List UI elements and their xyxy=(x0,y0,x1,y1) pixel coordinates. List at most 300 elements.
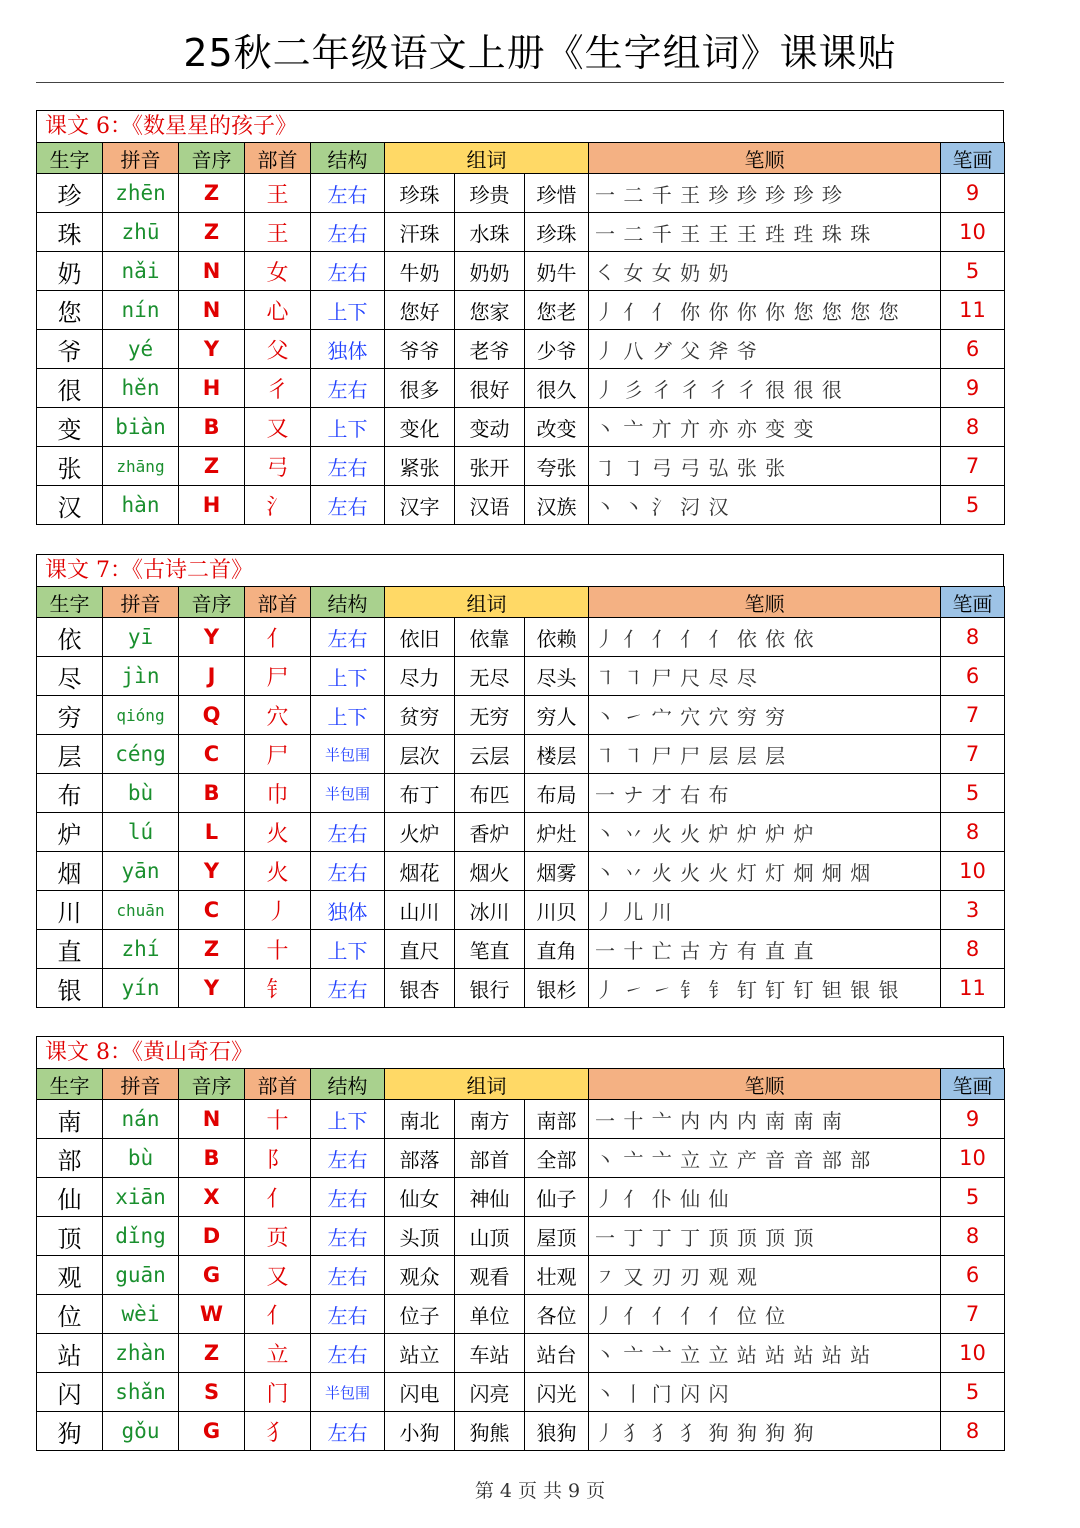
header-strokes: 笔顺 xyxy=(589,587,941,618)
initial-order-cell: C xyxy=(179,891,245,930)
word-cell: 全部 xyxy=(525,1139,589,1178)
word-cell: 车站 xyxy=(455,1334,525,1373)
lesson-heading: 课文 7：《古诗二首》 xyxy=(36,554,1004,586)
word-cell: 烟花 xyxy=(385,852,455,891)
pinyin-cell: gǒu xyxy=(103,1412,179,1451)
word-cell: 狗熊 xyxy=(455,1412,525,1451)
header-words: 组词 xyxy=(385,1069,589,1100)
stroke-count-cell: 8 xyxy=(941,1217,1005,1256)
initial-order-cell: Z xyxy=(179,447,245,486)
stroke-order-cell: 丿 犭 犭 犭 狗 狗 狗 狗 xyxy=(589,1412,941,1451)
lesson-heading: 课文 6：《数星星的孩子》 xyxy=(36,110,1004,142)
pinyin-cell: nín xyxy=(103,291,179,330)
table-row xyxy=(37,969,1005,1008)
stroke-order-cell: 丶 丨 门 闪 闪 xyxy=(589,1373,941,1412)
radical-cell: 弓 xyxy=(245,447,311,486)
stroke-count-cell: 5 xyxy=(941,774,1005,813)
radical-cell: 亻 xyxy=(245,618,311,657)
table-row xyxy=(37,408,1005,447)
word-cell: 无穷 xyxy=(455,696,525,735)
stroke-count-cell: 9 xyxy=(941,174,1005,213)
word-cell: 很好 xyxy=(455,369,525,408)
pinyin-cell: zhāng xyxy=(103,447,179,486)
pinyin-cell: zhū xyxy=(103,213,179,252)
initial-order-cell: S xyxy=(179,1373,245,1412)
word-cell: 山顶 xyxy=(455,1217,525,1256)
word-cell: 汉语 xyxy=(455,486,525,525)
word-cell: 小狗 xyxy=(385,1412,455,1451)
pinyin-cell: yān xyxy=(103,852,179,891)
word-cell: 观众 xyxy=(385,1256,455,1295)
word-cell: 您老 xyxy=(525,291,589,330)
stroke-order-cell: ㇕ ㇕ 尸 尸 层 层 层 xyxy=(589,735,941,774)
header-char: 生字 xyxy=(37,587,103,618)
initial-order-cell: G xyxy=(179,1412,245,1451)
structure-cell: 左右 xyxy=(311,213,385,252)
pinyin-cell: hàn xyxy=(103,486,179,525)
initial-order-cell: X xyxy=(179,1178,245,1217)
word-cell: 奶牛 xyxy=(525,252,589,291)
pinyin-cell: shǎn xyxy=(103,1373,179,1412)
initial-order-cell: Y xyxy=(179,852,245,891)
stroke-order-cell: 丿 儿 川 xyxy=(589,891,941,930)
stroke-count-cell: 5 xyxy=(941,486,1005,525)
word-cell: 烟雾 xyxy=(525,852,589,891)
character-cell: 川 xyxy=(37,891,103,930)
stroke-count-cell: 7 xyxy=(941,1295,1005,1334)
structure-cell: 左右 xyxy=(311,618,385,657)
header-count: 笔画 xyxy=(941,587,1005,618)
word-cell: 直尺 xyxy=(385,930,455,969)
vocab-table xyxy=(36,142,1005,525)
lesson-6 xyxy=(36,110,1004,525)
word-cell: 很多 xyxy=(385,369,455,408)
word-cell: 紧张 xyxy=(385,447,455,486)
stroke-order-cell: 一 丁 丁 丁 顶 顶 顶 顶 xyxy=(589,1217,941,1256)
stroke-order-cell: 丿 ㇀ ㇀ 钅 钅 钉 钉 钉 钽 银 银 xyxy=(589,969,941,1008)
radical-cell: 尸 xyxy=(245,657,311,696)
table-row xyxy=(37,291,1005,330)
word-cell: 布丁 xyxy=(385,774,455,813)
word-cell: 无尽 xyxy=(455,657,525,696)
stroke-order-cell: 丿 亻 亻 亻 亻 依 依 依 xyxy=(589,618,941,657)
initial-order-cell: W xyxy=(179,1295,245,1334)
structure-cell: 左右 xyxy=(311,486,385,525)
word-cell: 很久 xyxy=(525,369,589,408)
radical-cell: 立 xyxy=(245,1334,311,1373)
word-cell: 珍珠 xyxy=(525,213,589,252)
table-row xyxy=(37,657,1005,696)
stroke-count-cell: 10 xyxy=(941,213,1005,252)
structure-cell: 左右 xyxy=(311,813,385,852)
table-row xyxy=(37,696,1005,735)
stroke-count-cell: 5 xyxy=(941,1178,1005,1217)
radical-cell: 十 xyxy=(245,1100,311,1139)
table-row xyxy=(37,1373,1005,1412)
radical-cell: 彳 xyxy=(245,369,311,408)
character-cell: 站 xyxy=(37,1334,103,1373)
stroke-count-cell: 8 xyxy=(941,618,1005,657)
header-count: 笔画 xyxy=(941,1069,1005,1100)
word-cell: 少爷 xyxy=(525,330,589,369)
pinyin-cell: nǎi xyxy=(103,252,179,291)
word-cell: 银杏 xyxy=(385,969,455,1008)
vocab-table xyxy=(36,586,1005,1008)
word-cell: 神仙 xyxy=(455,1178,525,1217)
table-row xyxy=(37,1139,1005,1178)
character-cell: 观 xyxy=(37,1256,103,1295)
pinyin-cell: hěn xyxy=(103,369,179,408)
character-cell: 烟 xyxy=(37,852,103,891)
stroke-count-cell: 10 xyxy=(941,852,1005,891)
table-row xyxy=(37,174,1005,213)
word-cell: 云层 xyxy=(455,735,525,774)
pinyin-cell: yé xyxy=(103,330,179,369)
stroke-count-cell: 9 xyxy=(941,369,1005,408)
pinyin-cell: chuān xyxy=(103,891,179,930)
header-structure: 结构 xyxy=(311,1069,385,1100)
word-cell: 珍惜 xyxy=(525,174,589,213)
pinyin-cell: zhēn xyxy=(103,174,179,213)
header-radical: 部首 xyxy=(245,143,311,174)
word-cell: 层次 xyxy=(385,735,455,774)
stroke-count-cell: 3 xyxy=(941,891,1005,930)
table-row xyxy=(37,1256,1005,1295)
initial-order-cell: C xyxy=(179,735,245,774)
word-cell: 冰川 xyxy=(455,891,525,930)
pinyin-cell: jìn xyxy=(103,657,179,696)
character-cell: 汉 xyxy=(37,486,103,525)
character-cell: 狗 xyxy=(37,1412,103,1451)
structure-cell: 左右 xyxy=(311,1412,385,1451)
header-strokes: 笔顺 xyxy=(589,1069,941,1100)
character-cell: 仙 xyxy=(37,1178,103,1217)
stroke-count-cell: 6 xyxy=(941,330,1005,369)
word-cell: 笔直 xyxy=(455,930,525,969)
radical-cell: 又 xyxy=(245,1256,311,1295)
pinyin-cell: zhàn xyxy=(103,1334,179,1373)
word-cell: 您家 xyxy=(455,291,525,330)
word-cell: 位子 xyxy=(385,1295,455,1334)
initial-order-cell: Z xyxy=(179,174,245,213)
word-cell: 南部 xyxy=(525,1100,589,1139)
title-divider xyxy=(36,82,1004,83)
stroke-count-cell: 11 xyxy=(941,291,1005,330)
initial-order-cell: N xyxy=(179,1100,245,1139)
radical-cell: 女 xyxy=(245,252,311,291)
stroke-order-cell: ㇆ ㇆ 弓 弓 弘 张 张 xyxy=(589,447,941,486)
radical-cell: 门 xyxy=(245,1373,311,1412)
initial-order-cell: Z xyxy=(179,930,245,969)
table-row xyxy=(37,213,1005,252)
radical-cell: 火 xyxy=(245,813,311,852)
stroke-order-cell: 丶 亠 亣 亣 亦 亦 变 变 xyxy=(589,408,941,447)
header-order: 音序 xyxy=(179,1069,245,1100)
header-pinyin: 拼音 xyxy=(103,587,179,618)
word-cell: 烟火 xyxy=(455,852,525,891)
stroke-count-cell: 8 xyxy=(941,408,1005,447)
stroke-count-cell: 8 xyxy=(941,813,1005,852)
word-cell: 闪电 xyxy=(385,1373,455,1412)
radical-cell: 穴 xyxy=(245,696,311,735)
stroke-order-cell: 丶 亠 亠 立 立 站 站 站 站 站 xyxy=(589,1334,941,1373)
word-cell: 川贝 xyxy=(525,891,589,930)
word-cell: 夸张 xyxy=(525,447,589,486)
word-cell: 张开 xyxy=(455,447,525,486)
stroke-count-cell: 8 xyxy=(941,930,1005,969)
lesson-7 xyxy=(36,554,1004,1008)
stroke-order-cell: 丶 丶 氵 汈 汉 xyxy=(589,486,941,525)
character-cell: 直 xyxy=(37,930,103,969)
initial-order-cell: Y xyxy=(179,969,245,1008)
initial-order-cell: Y xyxy=(179,330,245,369)
structure-cell: 左右 xyxy=(311,1334,385,1373)
stroke-count-cell: 7 xyxy=(941,696,1005,735)
table-row xyxy=(37,813,1005,852)
word-cell: 银杉 xyxy=(525,969,589,1008)
stroke-order-cell: 丿 八 グ 父 斧 爷 xyxy=(589,330,941,369)
word-cell: 山川 xyxy=(385,891,455,930)
table-row xyxy=(37,891,1005,930)
header-radical: 部首 xyxy=(245,1069,311,1100)
structure-cell: 左右 xyxy=(311,1256,385,1295)
stroke-count-cell: 8 xyxy=(941,1412,1005,1451)
stroke-order-cell: 丿 亻 亻 亻 亻 位 位 xyxy=(589,1295,941,1334)
structure-cell: 上下 xyxy=(311,696,385,735)
stroke-order-cell: 丶 丷 火 火 火 灯 灯 炯 炯 烟 xyxy=(589,852,941,891)
word-cell: 银行 xyxy=(455,969,525,1008)
word-cell: 老爷 xyxy=(455,330,525,369)
structure-cell: 左右 xyxy=(311,174,385,213)
radical-cell: 钅 xyxy=(245,969,311,1008)
word-cell: 依旧 xyxy=(385,618,455,657)
header-char: 生字 xyxy=(37,143,103,174)
table-row xyxy=(37,930,1005,969)
table-row xyxy=(37,1100,1005,1139)
radical-cell: 王 xyxy=(245,213,311,252)
stroke-order-cell: 一 十 亠 内 内 内 南 南 南 xyxy=(589,1100,941,1139)
stroke-count-cell: 11 xyxy=(941,969,1005,1008)
stroke-count-cell: 10 xyxy=(941,1139,1005,1178)
word-cell: 变化 xyxy=(385,408,455,447)
pinyin-cell: zhí xyxy=(103,930,179,969)
pinyin-cell: yín xyxy=(103,969,179,1008)
radical-cell: 犭 xyxy=(245,1412,311,1451)
structure-cell: 左右 xyxy=(311,969,385,1008)
structure-cell: 左右 xyxy=(311,852,385,891)
initial-order-cell: D xyxy=(179,1217,245,1256)
radical-cell: 亻 xyxy=(245,1295,311,1334)
word-cell: 观看 xyxy=(455,1256,525,1295)
pinyin-cell: dǐng xyxy=(103,1217,179,1256)
table-row xyxy=(37,774,1005,813)
word-cell: 南北 xyxy=(385,1100,455,1139)
stroke-count-cell: 10 xyxy=(941,1334,1005,1373)
character-cell: 张 xyxy=(37,447,103,486)
pinyin-cell: wèi xyxy=(103,1295,179,1334)
initial-order-cell: N xyxy=(179,291,245,330)
table-row xyxy=(37,486,1005,525)
character-cell: 层 xyxy=(37,735,103,774)
word-cell: 珍珠 xyxy=(385,174,455,213)
word-cell: 闪亮 xyxy=(455,1373,525,1412)
table-row xyxy=(37,1217,1005,1256)
radical-cell: 阝 xyxy=(245,1139,311,1178)
stroke-count-cell: 6 xyxy=(941,657,1005,696)
radical-cell: 心 xyxy=(245,291,311,330)
header-words: 组词 xyxy=(385,587,589,618)
word-cell: 牛奶 xyxy=(385,252,455,291)
radical-cell: 父 xyxy=(245,330,311,369)
word-cell: 汉字 xyxy=(385,486,455,525)
table-row xyxy=(37,1295,1005,1334)
radical-cell: 巾 xyxy=(245,774,311,813)
word-cell: 单位 xyxy=(455,1295,525,1334)
initial-order-cell: G xyxy=(179,1256,245,1295)
pinyin-cell: lú xyxy=(103,813,179,852)
word-cell: 仙子 xyxy=(525,1178,589,1217)
stroke-order-cell: 一 二 千 王 王 王 珄 珄 珠 珠 xyxy=(589,213,941,252)
stroke-order-cell: 丿 亻 仆 仙 仙 xyxy=(589,1178,941,1217)
header-structure: 结构 xyxy=(311,587,385,618)
header-words: 组词 xyxy=(385,143,589,174)
initial-order-cell: H xyxy=(179,369,245,408)
character-cell: 银 xyxy=(37,969,103,1008)
header-order: 音序 xyxy=(179,143,245,174)
word-cell: 炉灶 xyxy=(525,813,589,852)
stroke-count-cell: 7 xyxy=(941,735,1005,774)
stroke-order-cell: 丶 亠 亠 立 立 产 音 音 部 部 xyxy=(589,1139,941,1178)
character-cell: 炉 xyxy=(37,813,103,852)
character-cell: 奶 xyxy=(37,252,103,291)
word-cell: 香炉 xyxy=(455,813,525,852)
word-cell: 改变 xyxy=(525,408,589,447)
initial-order-cell: B xyxy=(179,408,245,447)
word-cell: 汗珠 xyxy=(385,213,455,252)
word-cell: 依靠 xyxy=(455,618,525,657)
structure-cell: 独体 xyxy=(311,891,385,930)
radical-cell: 又 xyxy=(245,408,311,447)
radical-cell: 亻 xyxy=(245,1178,311,1217)
structure-cell: 上下 xyxy=(311,291,385,330)
structure-cell: 半包围 xyxy=(311,1373,385,1412)
word-cell: 狼狗 xyxy=(525,1412,589,1451)
stroke-count-cell: 7 xyxy=(941,447,1005,486)
pinyin-cell: biàn xyxy=(103,408,179,447)
word-cell: 壮观 xyxy=(525,1256,589,1295)
word-cell: 部落 xyxy=(385,1139,455,1178)
initial-order-cell: Q xyxy=(179,696,245,735)
word-cell: 南方 xyxy=(455,1100,525,1139)
word-cell: 火炉 xyxy=(385,813,455,852)
word-cell: 爷爷 xyxy=(385,330,455,369)
structure-cell: 左右 xyxy=(311,1295,385,1334)
initial-order-cell: Z xyxy=(179,213,245,252)
structure-cell: 左右 xyxy=(311,1178,385,1217)
stroke-order-cell: ㇛ 女 女 奶 奶 xyxy=(589,252,941,291)
character-cell: 珍 xyxy=(37,174,103,213)
stroke-count-cell: 5 xyxy=(941,252,1005,291)
radical-cell: 火 xyxy=(245,852,311,891)
table-row xyxy=(37,330,1005,369)
structure-cell: 半包围 xyxy=(311,735,385,774)
word-cell: 各位 xyxy=(525,1295,589,1334)
initial-order-cell: Y xyxy=(179,618,245,657)
character-cell: 穷 xyxy=(37,696,103,735)
word-cell: 尽力 xyxy=(385,657,455,696)
character-cell: 闪 xyxy=(37,1373,103,1412)
character-cell: 依 xyxy=(37,618,103,657)
word-cell: 贫穷 xyxy=(385,696,455,735)
stroke-order-cell: 丿 亻 亻 你 你 你 你 您 您 您 您 xyxy=(589,291,941,330)
page-title: 25秋二年级语文上册《生字组词》课课贴 xyxy=(183,31,897,75)
table-row xyxy=(37,369,1005,408)
header-pinyin: 拼音 xyxy=(103,1069,179,1100)
initial-order-cell: B xyxy=(179,1139,245,1178)
pinyin-cell: yī xyxy=(103,618,179,657)
radical-cell: 页 xyxy=(245,1217,311,1256)
stroke-order-cell: 丿 彡 彳 彳 彳 彳 很 很 很 xyxy=(589,369,941,408)
header-radical: 部首 xyxy=(245,587,311,618)
word-cell: 屋顶 xyxy=(525,1217,589,1256)
lesson-heading: 课文 8：《黄山奇石》 xyxy=(36,1036,1004,1068)
character-cell: 顶 xyxy=(37,1217,103,1256)
structure-cell: 半包围 xyxy=(311,774,385,813)
word-cell: 布匹 xyxy=(455,774,525,813)
structure-cell: 上下 xyxy=(311,930,385,969)
radical-cell: 十 xyxy=(245,930,311,969)
stroke-order-cell: ㇇ 又 刃 刃 观 观 xyxy=(589,1256,941,1295)
character-cell: 变 xyxy=(37,408,103,447)
radical-cell: 丿 xyxy=(245,891,311,930)
character-cell: 南 xyxy=(37,1100,103,1139)
stroke-order-cell: 一 十 亡 古 方 有 直 直 xyxy=(589,930,941,969)
initial-order-cell: B xyxy=(179,774,245,813)
table-row xyxy=(37,852,1005,891)
table-row xyxy=(37,1178,1005,1217)
character-cell: 爷 xyxy=(37,330,103,369)
word-cell: 直角 xyxy=(525,930,589,969)
word-cell: 变动 xyxy=(455,408,525,447)
word-cell: 水珠 xyxy=(455,213,525,252)
header-pinyin: 拼音 xyxy=(103,143,179,174)
stroke-count-cell: 6 xyxy=(941,1256,1005,1295)
stroke-order-cell: 丶 ㇀ 宀 穴 穴 穷 穷 xyxy=(589,696,941,735)
radical-cell: 尸 xyxy=(245,735,311,774)
word-cell: 珍贵 xyxy=(455,174,525,213)
structure-cell: 上下 xyxy=(311,1100,385,1139)
character-cell: 位 xyxy=(37,1295,103,1334)
table-row xyxy=(37,618,1005,657)
pinyin-cell: nán xyxy=(103,1100,179,1139)
structure-cell: 左右 xyxy=(311,1139,385,1178)
table-row xyxy=(37,1334,1005,1373)
word-cell: 部首 xyxy=(455,1139,525,1178)
stroke-order-cell: ㇕ ㇕ 尸 尺 尽 尽 xyxy=(589,657,941,696)
stroke-order-cell: 一 ナ 才 右 布 xyxy=(589,774,941,813)
header-structure: 结构 xyxy=(311,143,385,174)
pinyin-cell: qióng xyxy=(103,696,179,735)
character-cell: 部 xyxy=(37,1139,103,1178)
table-row xyxy=(37,1412,1005,1451)
word-cell: 楼层 xyxy=(525,735,589,774)
word-cell: 您好 xyxy=(385,291,455,330)
stroke-count-cell: 9 xyxy=(941,1100,1005,1139)
word-cell: 尽头 xyxy=(525,657,589,696)
word-cell: 站台 xyxy=(525,1334,589,1373)
header-row xyxy=(37,143,1005,174)
page-footer: 第 4 页 共 9 页 xyxy=(474,1480,606,1502)
